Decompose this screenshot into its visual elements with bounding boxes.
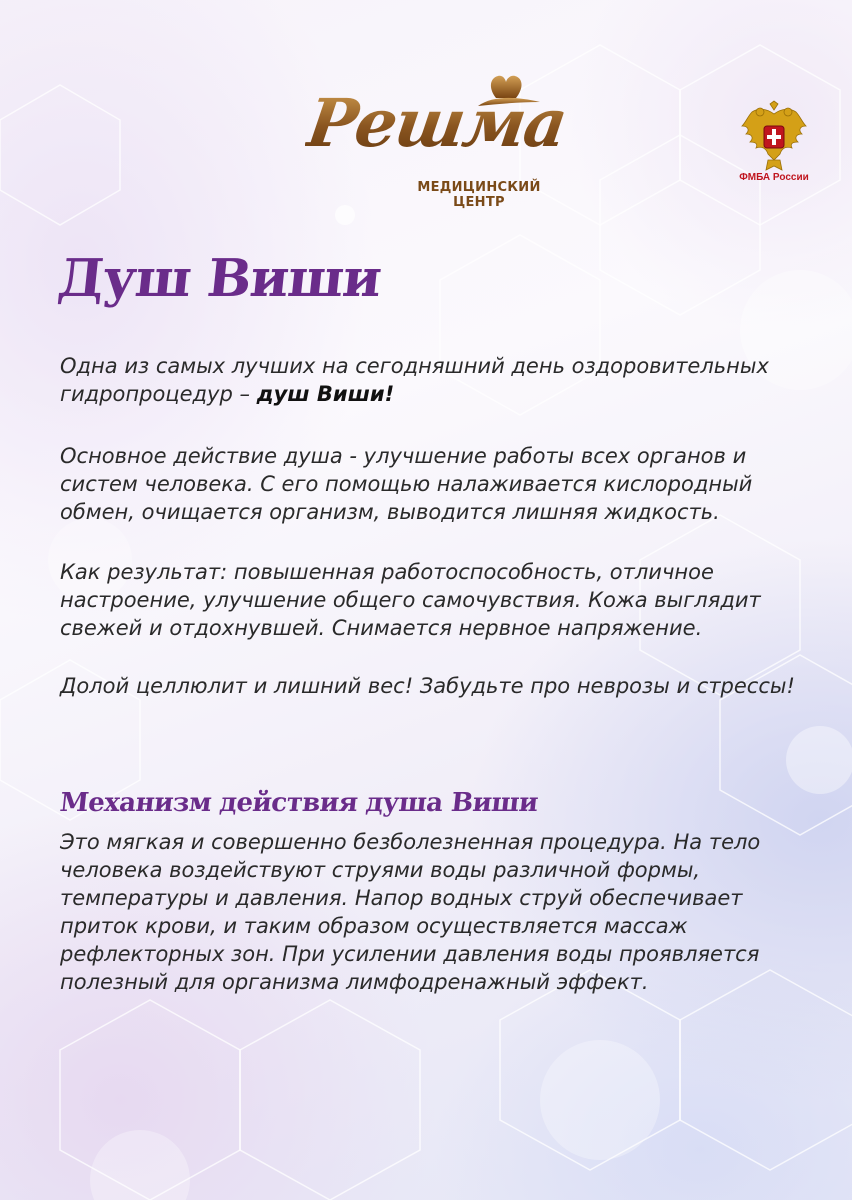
paragraph-slogan: Долой целлюлит и лишний вес! Забудьте про неврозы и стрессы! <box>60 674 795 698</box>
medical-center-logo <box>296 72 571 212</box>
logo-wordmark: Решма <box>302 84 571 162</box>
paragraph-intro <box>60 352 800 408</box>
section-heading: Механизм действия душа Виши <box>58 788 540 818</box>
paragraph-intro-emphasis: душ Виши! <box>256 382 395 406</box>
logo-subtitle-line1: МЕДИЦИНСКИЙ <box>417 180 541 195</box>
paragraph-main-effect: Основное действие душа - улучшение работы всех органов и систем человека. С его помощью налаживается кислородный обмен, очищается организм, выводится лишняя жидкость. <box>60 444 753 524</box>
fmba-emblem <box>736 100 812 190</box>
paragraph-result: Как результат: повышенная работоспособность, отличное настроение, улучшение общего самочувствия. Кожа выглядит свежей и отдохнувшей. Снимается нервное напряжение. <box>60 560 761 640</box>
paragraph-intro-text: Одна из самых лучших на сегодняшний день оздоровительных гидропроцедур – <box>60 354 769 406</box>
page-title: Душ Виши <box>54 248 384 309</box>
section-paragraph: Это мягкая и совершенно безболезненная процедура. На тело человека воздействуют струями воды различной формы, температуры и давления. Напор водных струй обеспечивает приток крови, и таким образом осуществляется массаж рефлекторных зон. При усилении давления воды проявляется полезный для организма лимфодренажный эффект. <box>60 830 761 994</box>
logo-subtitle-line2: ЦЕНТР <box>453 195 505 210</box>
double-headed-eagle-emblem <box>740 100 808 172</box>
logo-subtitle <box>404 180 554 210</box>
emblem-label: ФМБА России <box>739 172 809 183</box>
